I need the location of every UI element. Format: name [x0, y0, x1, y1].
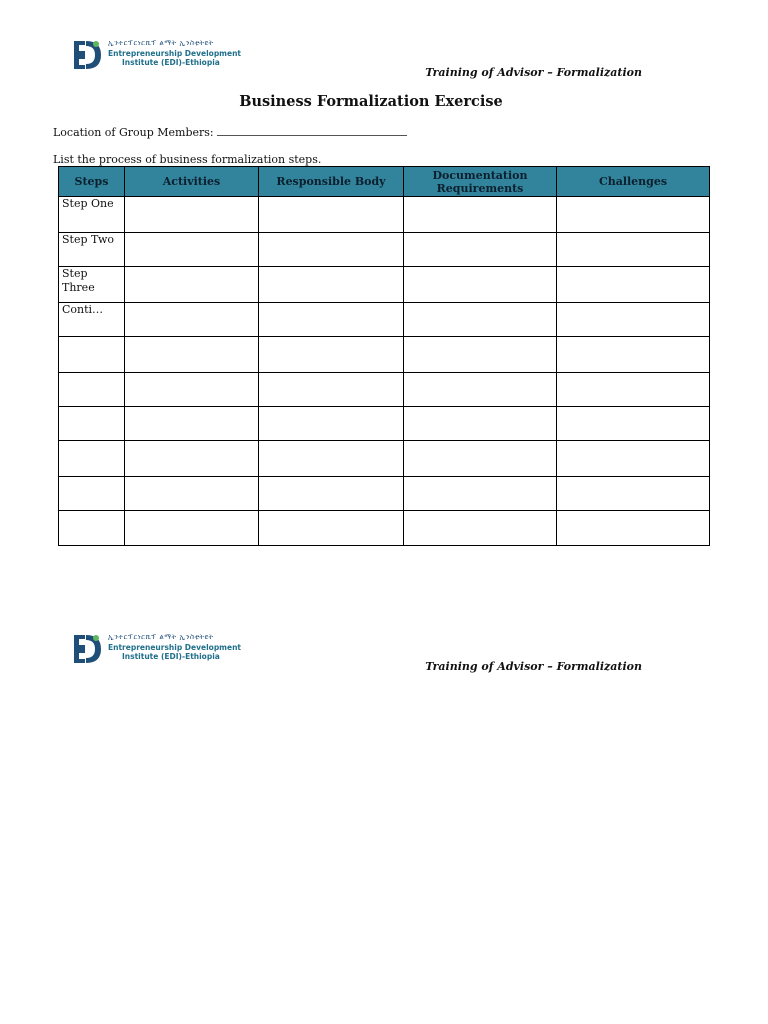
- table-cell[interactable]: [404, 441, 557, 477]
- table-cell[interactable]: [259, 267, 404, 303]
- table-cell[interactable]: [259, 303, 404, 337]
- column-header: Documentation Requirements: [404, 167, 557, 197]
- logo-amharic-text: ኢንተርፕርነርሺፕ ልማት ኢንስቲትዩት: [108, 39, 214, 47]
- step-cell[interactable]: Conti…: [59, 303, 125, 337]
- table-row: [59, 267, 710, 303]
- table-cell[interactable]: [259, 373, 404, 407]
- table-cell[interactable]: [404, 477, 557, 511]
- logo-amharic-text: ኢንተርፕርነርሺፕ ልማት ኢንስቲትዩት: [108, 633, 214, 641]
- formalization-steps-table: [58, 166, 710, 546]
- table-row: [59, 477, 710, 511]
- footer-caption: Training of Advisor – Formalization: [425, 660, 642, 673]
- step-cell[interactable]: [59, 441, 125, 477]
- table-cell[interactable]: [259, 441, 404, 477]
- table-cell[interactable]: [404, 373, 557, 407]
- table-cell[interactable]: [259, 233, 404, 267]
- table-cell[interactable]: [404, 197, 557, 233]
- page-title: Business Formalization Exercise: [239, 93, 503, 110]
- table-cell[interactable]: [404, 267, 557, 303]
- table-row: [59, 511, 710, 546]
- table-cell[interactable]: [557, 303, 710, 337]
- table-body: [59, 197, 710, 546]
- table-row: [59, 407, 710, 441]
- header-caption: Training of Advisor – Formalization: [425, 66, 642, 79]
- table-row: [59, 441, 710, 477]
- table-row: [59, 303, 710, 337]
- table-cell[interactable]: [259, 407, 404, 441]
- table-cell[interactable]: [404, 233, 557, 267]
- logo-org-line2: Institute (EDI)-Ethiopia: [122, 652, 220, 661]
- step-cell[interactable]: Step Two: [59, 233, 125, 267]
- logo-org-line1: Entrepreneurship Development: [108, 643, 242, 652]
- table-header-row: [59, 167, 710, 197]
- column-header: Steps: [59, 167, 125, 197]
- table-cell[interactable]: [557, 337, 710, 373]
- table-cell[interactable]: [557, 407, 710, 441]
- table-cell[interactable]: [259, 337, 404, 373]
- table-cell[interactable]: [125, 373, 259, 407]
- edi-logo-footer: [72, 632, 242, 666]
- step-cell[interactable]: [59, 337, 125, 373]
- column-header: Challenges: [557, 167, 710, 197]
- step-cell[interactable]: [59, 511, 125, 546]
- location-line: [53, 125, 407, 139]
- edi-logo-mark-icon: [72, 632, 102, 666]
- table-cell[interactable]: [125, 511, 259, 546]
- table-cell[interactable]: [125, 337, 259, 373]
- table-cell[interactable]: [557, 197, 710, 233]
- table-cell[interactable]: [557, 233, 710, 267]
- table-cell[interactable]: [404, 303, 557, 337]
- table-cell[interactable]: [557, 511, 710, 546]
- column-header: Responsible Body: [259, 167, 404, 197]
- table-cell[interactable]: [125, 441, 259, 477]
- step-cell[interactable]: Step Three: [59, 267, 125, 303]
- table-cell[interactable]: [259, 477, 404, 511]
- step-cell[interactable]: [59, 407, 125, 441]
- edi-logo-mark-icon: [72, 38, 102, 72]
- table-cell[interactable]: [557, 441, 710, 477]
- table-row: [59, 337, 710, 373]
- table-cell[interactable]: [557, 267, 710, 303]
- table-cell[interactable]: [557, 373, 710, 407]
- table-cell[interactable]: [557, 477, 710, 511]
- table-cell[interactable]: [404, 407, 557, 441]
- step-cell[interactable]: [59, 373, 125, 407]
- column-header: Activities: [125, 167, 259, 197]
- logo-org-line2: Institute (EDI)-Ethiopia: [122, 58, 220, 67]
- table-cell[interactable]: [404, 337, 557, 373]
- location-blank-field[interactable]: [217, 125, 407, 136]
- table-row: [59, 197, 710, 233]
- step-cell[interactable]: [59, 477, 125, 511]
- table-cell[interactable]: [404, 511, 557, 546]
- step-cell[interactable]: Step One: [59, 197, 125, 233]
- instruction-text: List the process of business formalization steps.: [53, 153, 322, 166]
- table-cell[interactable]: [125, 233, 259, 267]
- table-cell[interactable]: [125, 267, 259, 303]
- logo-org-line1: Entrepreneurship Development: [108, 49, 242, 58]
- table-cell[interactable]: [259, 197, 404, 233]
- table-cell[interactable]: [125, 407, 259, 441]
- location-label: Location of Group Members:: [53, 126, 214, 139]
- table-row: [59, 373, 710, 407]
- table-cell[interactable]: [259, 511, 404, 546]
- table-cell[interactable]: [125, 303, 259, 337]
- edi-logo: [72, 38, 242, 72]
- table-cell[interactable]: [125, 197, 259, 233]
- table-cell[interactable]: [125, 477, 259, 511]
- table-row: [59, 233, 710, 267]
